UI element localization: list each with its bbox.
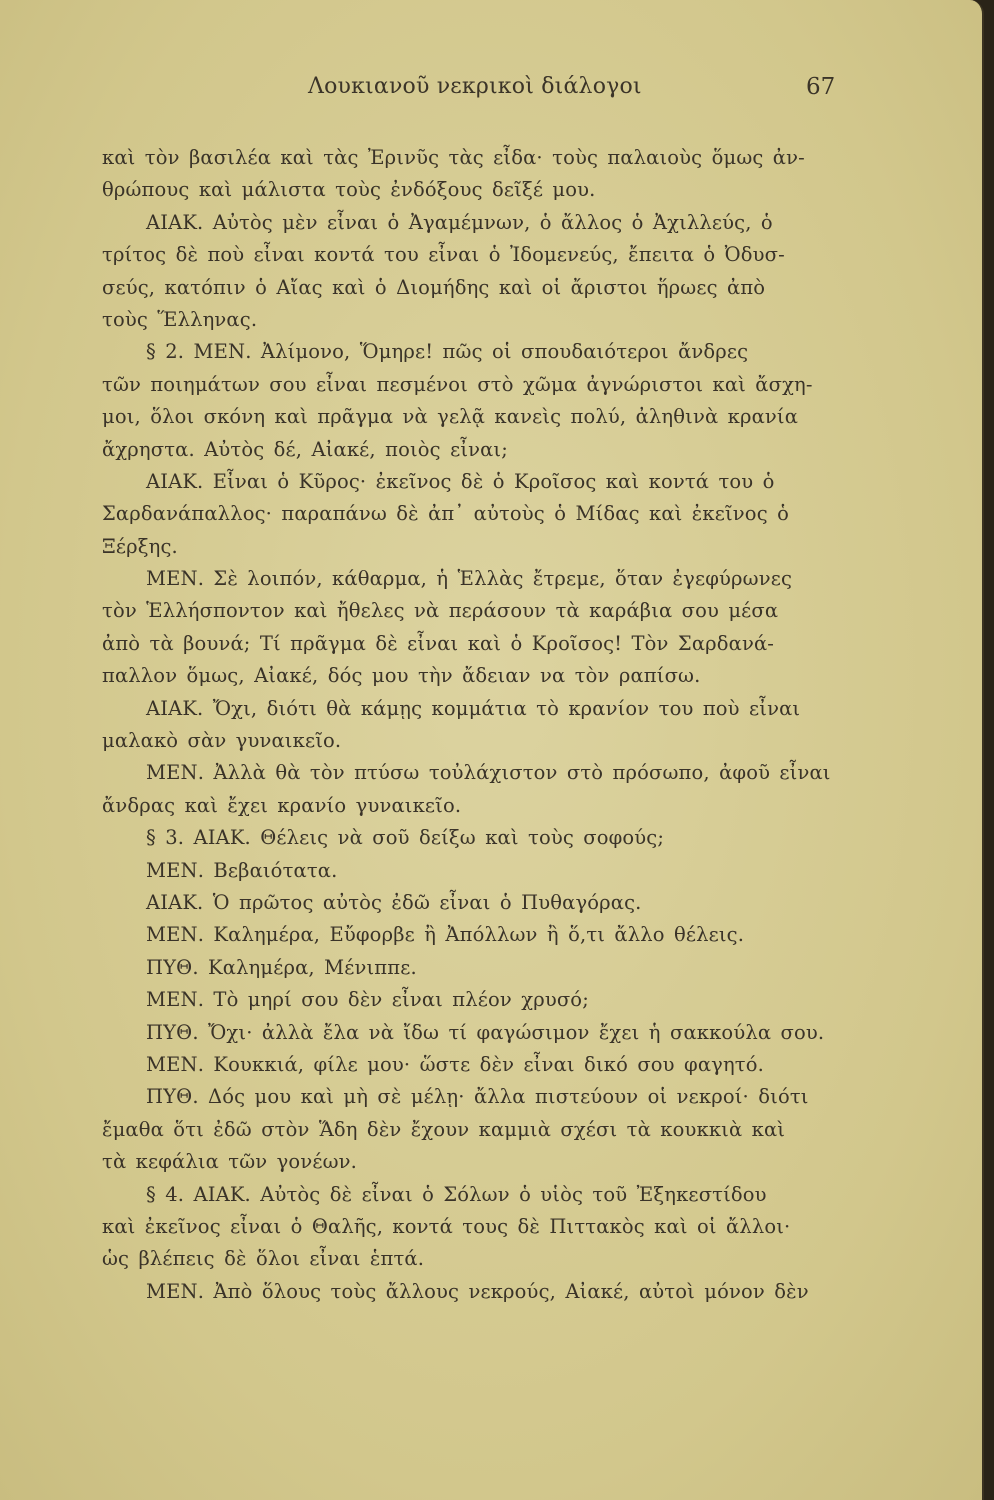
- text-line: ἄχρηστα. Αὐτὸς δέ, Αἰακέ, ποιὸς εἶναι;: [102, 437, 508, 461]
- text-line: ἄνδρας καὶ ἔχει κρανίο γυναικεῖο.: [102, 793, 462, 817]
- text-line: ΜΕΝ. Καλημέρα, Εὔφορβε ἢ Ἀπόλλων ἢ ὅ,τι ἄλλο θέλεις.: [146, 923, 745, 947]
- text-line: καὶ ἐκεῖνος εἶναι ὁ Θαλῆς, κοντά τους δὲ Πιττακὸς καὶ οἱ ἄλλοι·: [102, 1214, 791, 1238]
- page-number: 67: [806, 74, 836, 100]
- page-body: [102, 142, 850, 1308]
- text-line: § 2. ΜΕΝ. Ἀλίμονο, Ὅμηρε! πῶς οἱ σπουδαιότεροι ἄνδρες: [146, 340, 749, 364]
- text-line: τὰ κεφάλια τῶν γονέων.: [102, 1150, 357, 1174]
- text-line: ΜΕΝ. Τὸ μηρί σου δὲν εἶναι πλέον χρυσό;: [146, 988, 589, 1012]
- text-line: ΜΕΝ. Ἀλλὰ θὰ τὸν πτύσω τοὐλάχιστον στὸ πρόσωπο, ἀφοῦ εἶναι: [146, 761, 831, 785]
- text-line: ἔμαθα ὅτι ἐδῶ στὸν Ἅδη δὲν ἔχουν καμμιὰ σχέσι τὰ κουκκιὰ καὶ: [102, 1117, 786, 1141]
- text-line: μοι, ὅλοι σκόνη καὶ πρᾶγμα νὰ γελᾷ κανεὶς πολύ, ἀληθινὰ κρανία: [102, 405, 799, 429]
- text-line: μαλακὸ σὰν γυναικεῖο.: [102, 729, 342, 753]
- text-line: ΑΙΑΚ. Ὁ πρῶτος αὐτὸς ἐδῶ εἶναι ὁ Πυθαγόρας.: [146, 890, 642, 914]
- text-line: τρίτος δὲ ποὺ εἶναι κοντά του εἶναι ὁ Ἰδομενεύς, ἔπειτα ὁ Ὀδυσ-: [102, 243, 785, 267]
- running-title: Λουκιανοῦ νεκρικοὶ διάλογοι: [308, 74, 642, 99]
- text-line: ΑΙΑΚ. Ὄχι, διότι θὰ κάμῃς κομμάτια τὸ κρανίον του ποὺ εἶναι: [146, 696, 801, 720]
- text-line: Ξέρξης.: [102, 534, 178, 558]
- text-line: σεύς, κατόπιν ὁ Αἴας καὶ ὁ Διομήδης καὶ οἱ ἄριστοι ἥρωες ἀπὸ: [102, 275, 766, 299]
- text-line: θρώπους καὶ μάλιστα τοὺς ἐνδόξους δεῖξέ μου.: [102, 178, 596, 202]
- text-line: ΜΕΝ. Κουκκιά, φίλε μου· ὥστε δὲν εἶναι δικό σου φαγητό.: [146, 1052, 764, 1076]
- text-line: τοὺς Ἕλληνας.: [102, 307, 258, 331]
- text-line: § 4. ΑΙΑΚ. Αὐτὸς δὲ εἶναι ὁ Σόλων ὁ υἱὸς τοῦ Ἐξηκεστίδου: [146, 1182, 767, 1206]
- text-line: παλλον ὅμως, Αἰακέ, δός μου τὴν ἄδειαν να τὸν ραπίσω.: [102, 664, 701, 688]
- text-line: ἀπὸ τὰ βουνά; Τί πρᾶγμα δὲ εἶναι καὶ ὁ Κροῖσος! Τὸν Σαρδανά-: [102, 631, 775, 655]
- text-line: ΜΕΝ. Σὲ λοιπόν, κάθαρμα, ἡ Ἑλλὰς ἔτρεμε, ὅταν ἐγεφύρωνες: [146, 567, 793, 591]
- text-line: ΑΙΑΚ. Αὐτὸς μὲν εἶναι ὁ Ἀγαμέμνων, ὁ ἄλλος ὁ Ἀχιλλεύς, ὁ: [146, 210, 773, 234]
- text-line: καὶ τὸν βασιλέα καὶ τὰς Ἐρινῦς τὰς εἶδα· τοὺς παλαιοὺς ὅμως ἀν-: [102, 146, 805, 169]
- text-line: ὡς βλέπεις δὲ ὅλοι εἶναι ἑπτά.: [102, 1247, 425, 1271]
- text-line: ΜΕΝ. Βεβαιότατα.: [146, 858, 338, 882]
- text-line: ΠΥΘ. Ὄχι· ἀλλὰ ἔλα νὰ ἴδω τί φαγώσιμον ἔχει ἡ σακκούλα σου.: [146, 1020, 825, 1044]
- text-line: ΑΙΑΚ. Εἶναι ὁ Κῦρος· ἐκεῖνος δὲ ὁ Κροῖσος καὶ κοντά του ὁ: [146, 469, 775, 493]
- text-line: ΜΕΝ. Ἀπὸ ὅλους τοὺς ἄλλους νεκρούς, Αἰακέ, αὐτοὶ μόνον δὲν: [146, 1279, 809, 1303]
- text-line: ΠΥΘ. Δός μου καὶ μὴ σὲ μέλῃ· ἄλλα πιστεύουν οἱ νεκροί· διότι: [146, 1085, 809, 1109]
- text-line: ΠΥΘ. Καλημέρα, Μένιππε.: [146, 955, 417, 979]
- text-line: τὸν Ἑλλήσποντον καὶ ἤθελες νὰ περάσουν τὰ καράβια σου μέσα: [102, 599, 779, 623]
- text-line: § 3. ΑΙΑΚ. Θέλεις νὰ σοῦ δείξω καὶ τοὺς σοφούς;: [146, 826, 665, 850]
- text-line: Σαρδανάπαλλος· παραπάνω δὲ ἀπ᾽ αὐτοὺς ὁ Μίδας καὶ ἐκεῖνος ὁ: [102, 502, 790, 526]
- text-line: τῶν ποιημάτων σου εἶναι πεσμένοι στὸ χῶμα ἀγνώριστοι καὶ ἄσχη-: [102, 372, 813, 396]
